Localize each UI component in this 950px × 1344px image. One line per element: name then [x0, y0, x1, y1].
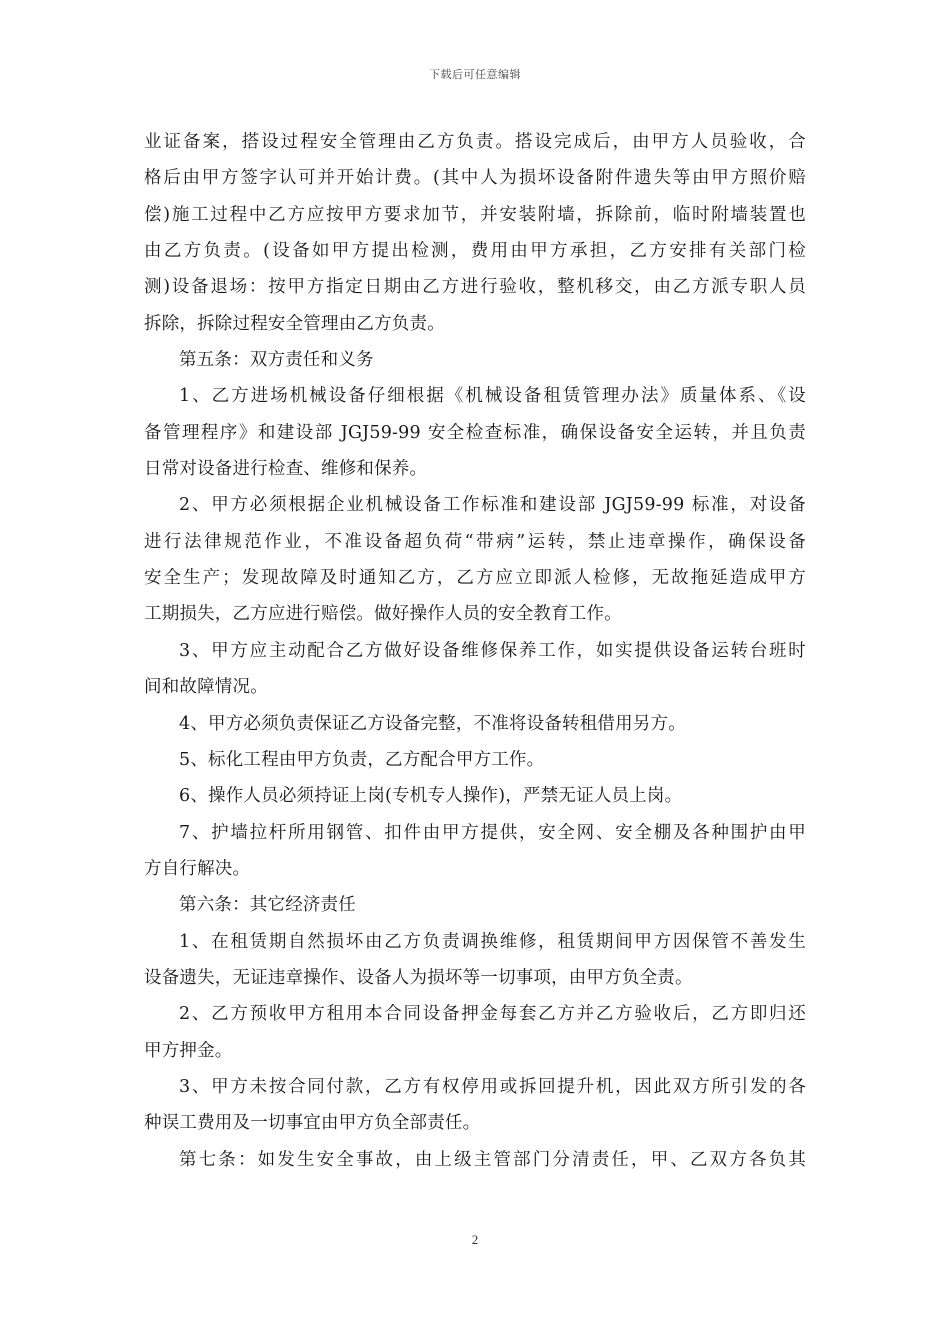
text-line: 业证备案，搭设过程安全管理由乙方负责。搭设完成后，由甲方人员验收，合 [144, 132, 806, 152]
text-line: 3、甲方未按合同付款，乙方有权停用或拆回提升机，因此双方所引发的各 [179, 1076, 806, 1097]
text-line: 测)设备退场：按甲方指定日期由乙方进行验收，整机移交，由乙方派专职人员 [144, 277, 806, 298]
article-7-start [144, 1142, 806, 1178]
text-line: 进行法律规范作业，不准设备超负荷“带病”运转，禁止违章操作，确保设备 [144, 531, 806, 552]
text-line: 6、操作人员必须持证上岗(专机专人操作)，严禁无证人员上岗。 [179, 786, 683, 807]
article-6-item-3 [144, 1069, 806, 1142]
text-line: 1、乙方进场机械设备仔细根据《机械设备租赁管理办法》质量体系、《设 [179, 386, 806, 407]
text-line: 5、标化工程由甲方负责，乙方配合甲方工作。 [179, 749, 545, 770]
page-header: 下载后可任意编辑 [429, 68, 521, 81]
text-line: 由乙方负责。(设备如甲方提出检测，费用由甲方承担，乙方安排有关部门检 [144, 241, 806, 262]
text-line: 设备遗失，无证违章操作、设备人为损坏等一切事项，由甲方负全责。 [144, 967, 693, 988]
text-line: 拆除，拆除过程安全管理由乙方负责。 [144, 313, 445, 334]
document-body [144, 124, 806, 1178]
article-6-item-1 [144, 924, 806, 997]
text-line: 格后由甲方签字认可并开始计费。(其中人为损坏设备附件遗失等由甲方照价赔 [144, 168, 806, 189]
text-line: 备管理程序》和建设部 JGJ59-99 安全检查标准，确保设备安全运转，并且负责 [144, 422, 806, 443]
text-line: 间和故障情况。 [144, 677, 268, 698]
text-line: 7、护墙拉杆所用钢管、扣件由甲方提供，安全网、安全棚及各种围护由甲 [179, 822, 806, 843]
article-5-item-1 [144, 378, 806, 487]
article-5-heading [144, 342, 806, 378]
page-number: 2 [471, 1232, 479, 1247]
article-5-item-4 [144, 706, 806, 742]
text-line: 方自行解决。 [144, 858, 251, 879]
article-5-item-6 [144, 778, 806, 814]
article-5-item-3 [144, 633, 806, 706]
article-5-item-5 [144, 742, 806, 778]
article-6-item-2 [144, 996, 806, 1069]
text-line: 工期损失，乙方应进行赔偿。做好操作人员的安全教育工作。 [144, 604, 622, 625]
text-line: 日常对设备进行检查、维修和保养。 [144, 459, 428, 480]
text-line: 2、甲方必须根据企业机械设备工作标准和建设部 JGJ59-99 标准，对设备 [179, 495, 806, 516]
text-line: 2、乙方预收甲方租用本合同设备押金每套乙方并乙方验收后，乙方即归还 [179, 1004, 806, 1025]
article-6-heading [144, 887, 806, 923]
text-line: 1、在租赁期自然损坏由乙方负责调换维修，租赁期间甲方因保管不善发生 [179, 931, 806, 952]
article-5-item-2 [144, 487, 806, 632]
text-line: 第七条：如发生安全事故，由上级主管部门分清责任，甲、乙双方各负其 [179, 1149, 806, 1170]
section-heading: 第六条：其它经济责任 [179, 895, 356, 916]
text-line: 4、甲方必须负责保证乙方设备完整，不准将设备转租借用另方。 [179, 713, 686, 734]
text-line: 种误工费用及一切事宜由甲方负全部责任。 [144, 1113, 481, 1134]
section-heading: 第五条：双方责任和义务 [179, 350, 374, 371]
paragraph-continuation [144, 124, 806, 342]
text-line: 安全生产；发现故障及时通知乙方，乙方应立即派人检修，无故拖延造成甲方 [144, 568, 806, 589]
text-line: 3、甲方应主动配合乙方做好设备维修保养工作，如实提供设备运转台班时 [179, 640, 806, 661]
text-line: 甲方押金。 [144, 1040, 233, 1061]
article-5-item-7 [144, 815, 806, 888]
text-line: 偿)施工过程中乙方应按甲方要求加节，并安装附墙，拆除前，临时附墙装置也 [144, 204, 806, 225]
